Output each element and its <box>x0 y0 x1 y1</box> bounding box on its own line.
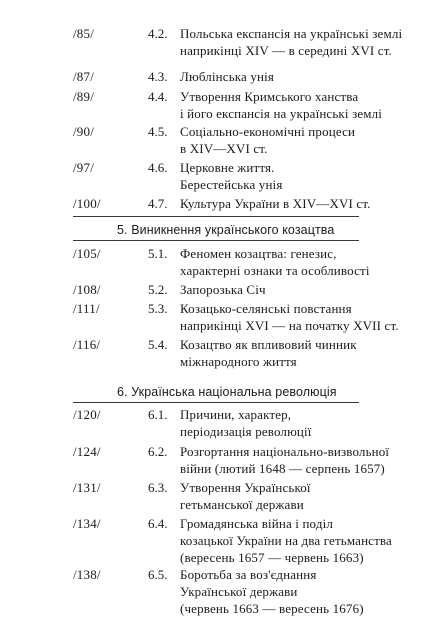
section-divider <box>73 240 359 241</box>
toc-entry-title-line: в XIV—XVI ст. <box>180 141 268 156</box>
toc-entry-title-line: Громадянська війна і поділ <box>180 516 333 531</box>
toc-entry-title-line: (вересень 1657 — червень 1663) <box>180 550 364 565</box>
toc-entry-title <box>180 195 430 212</box>
toc-entry-title-line: війни (лютий 1648 — серпень 1657) <box>180 461 385 476</box>
toc-entry-number: 6.1. <box>148 407 168 422</box>
toc-entry-number: 5.2. <box>148 282 168 297</box>
toc-entry-title-line: Козацтво як впливовий чинник <box>180 337 357 352</box>
toc-page-ref: /124/ <box>73 444 101 459</box>
toc-entry-title-line: Української держави <box>180 584 298 599</box>
toc-entry-title-line: козацької України на два гетьманства <box>180 533 392 548</box>
toc-entry-number: 6.2. <box>148 444 168 459</box>
toc-entry-title <box>180 515 430 566</box>
toc-entry-title <box>180 443 430 477</box>
toc-entry-title-line: Причини, характер, <box>180 407 292 422</box>
toc-page-ref: /100/ <box>73 196 101 211</box>
toc-entry-title-line: наприкінці XIV — в середині XVI ст. <box>180 43 392 58</box>
toc-entry-title <box>180 159 430 193</box>
toc-entry-title-line: Розгортання національно-визвольної <box>180 444 390 459</box>
toc-entry-title-line: Феномен козацтва: генезис, <box>180 246 337 261</box>
toc-page-ref: /116/ <box>73 337 101 352</box>
toc-page-ref: /120/ <box>73 407 101 422</box>
toc-entry-title-line: Культура України в XIV—XVI ст. <box>180 196 371 211</box>
toc-page-ref: /87/ <box>73 69 95 84</box>
toc-page-ref: /111/ <box>73 301 100 316</box>
toc-entry-number: 4.6. <box>148 160 168 175</box>
toc-entry-title <box>180 123 430 157</box>
toc-entry-title-line: Люблінська унія <box>180 69 275 84</box>
section-divider <box>73 402 359 403</box>
toc-entry-number: 4.4. <box>148 89 168 104</box>
toc-entry-title-line: Утворення Української <box>180 480 311 495</box>
toc-entry-title-line: гетьманської держави <box>180 497 304 512</box>
toc-entry-title <box>180 88 430 122</box>
toc-page-ref: /134/ <box>73 516 101 531</box>
toc-entry-title <box>180 245 430 279</box>
toc-page-ref: /97/ <box>73 160 95 175</box>
toc-page-ref: /138/ <box>73 567 101 582</box>
toc-entry-title <box>180 300 430 334</box>
toc-entry-title <box>180 336 430 370</box>
section-divider <box>73 216 359 217</box>
toc-entry-title-line: (червень 1663 — вересень 1676) <box>180 601 364 616</box>
toc-page-ref: /105/ <box>73 246 101 261</box>
toc-entry-number: 4.7. <box>148 196 168 211</box>
toc-entry-title-line: Соціально-економічні процеси <box>180 124 356 139</box>
toc-entry-title <box>180 25 430 59</box>
toc-entry-title-line: Утворення Кримського ханства <box>180 89 359 104</box>
toc-page-ref: /89/ <box>73 89 95 104</box>
toc-entry-number: 5.4. <box>148 337 168 352</box>
toc-entry-title-line: Церковне життя. <box>180 160 275 175</box>
toc-entry-title-line: міжнародного життя <box>180 354 297 369</box>
toc-entry-title-line: Запорозька Січ <box>180 282 266 297</box>
toc-entry-title-line: Козацько-селянські повстання <box>180 301 352 316</box>
toc-entry-title-line: наприкінці XVI — на початку XVII ст. <box>180 318 399 333</box>
toc-entry-number: 4.5. <box>148 124 168 139</box>
section-heading: 5. Виникнення українського козацтва <box>117 223 335 237</box>
toc-entry-number: 5.1. <box>148 246 168 261</box>
toc-entry-number: 6.4. <box>148 516 168 531</box>
section-heading: 6. Українська національна революція <box>117 385 337 399</box>
toc-entry-number: 6.3. <box>148 480 168 495</box>
toc-entry-title-line: і його експансія на українські землі <box>180 106 383 121</box>
toc-entry-title-line: Польська експансія на українські землі <box>180 26 403 41</box>
toc-entry-title-line: Берестейська унія <box>180 177 283 192</box>
toc-page-ref: /131/ <box>73 480 101 495</box>
toc-entry-title-line: періодизація революції <box>180 424 312 439</box>
toc-page-ref: /108/ <box>73 282 101 297</box>
toc-entry-title-line: характерні ознаки та особливості <box>180 263 370 278</box>
toc-entry-number: 4.3. <box>148 69 168 84</box>
toc-page-ref: /85/ <box>73 26 95 41</box>
toc-page-ref: /90/ <box>73 124 95 139</box>
toc-entry-title <box>180 406 430 440</box>
toc-entry-title <box>180 566 430 617</box>
toc-entry-number: 5.3. <box>148 301 168 316</box>
toc-entry-title <box>180 68 430 85</box>
toc-entry-number: 6.5. <box>148 567 168 582</box>
toc-entry-title <box>180 479 430 513</box>
toc-entry-number: 4.2. <box>148 26 168 41</box>
toc-entry-title <box>180 281 430 298</box>
toc-entry-title-line: Боротьба за воз'єднання <box>180 567 317 582</box>
